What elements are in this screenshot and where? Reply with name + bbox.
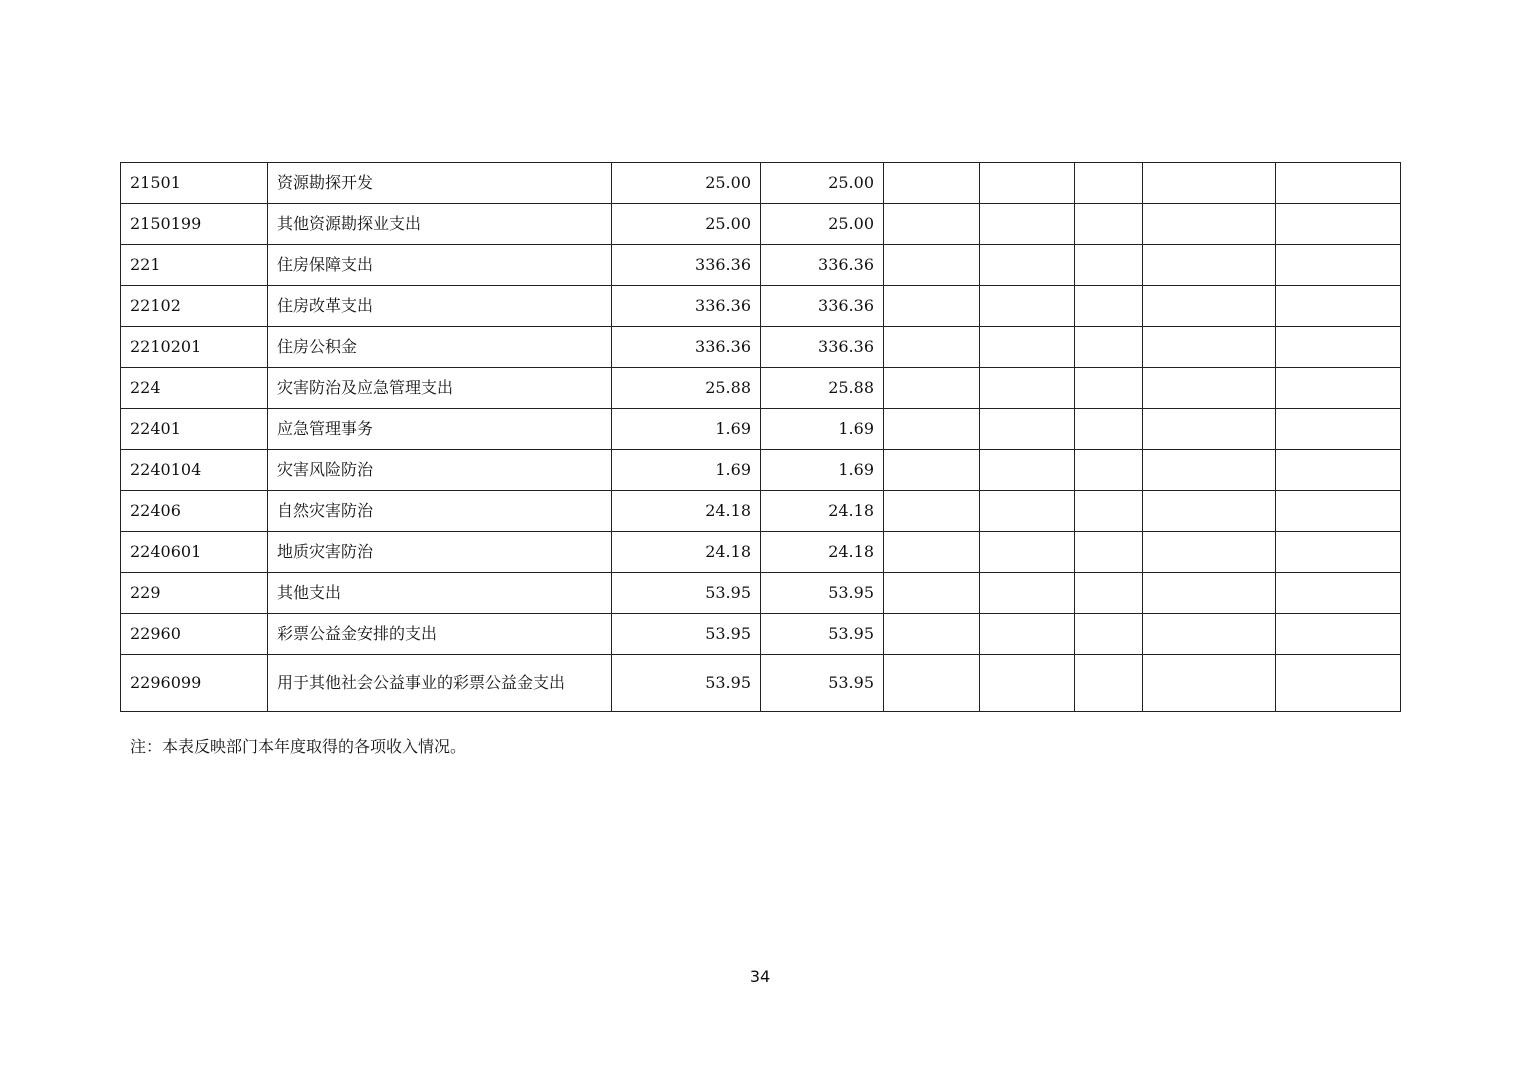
subject-code-cell: 229 xyxy=(121,573,268,614)
subject-code-cell: 21501 xyxy=(121,163,268,204)
subject-code-cell: 22401 xyxy=(121,409,268,450)
empty-cell xyxy=(1276,655,1401,712)
table-row xyxy=(121,450,1401,491)
subject-code-cell: 224 xyxy=(121,368,268,409)
subject-code-cell: 221 xyxy=(121,245,268,286)
total-cell: 25.00 xyxy=(612,204,761,245)
empty-cell xyxy=(1276,491,1401,532)
empty-cell xyxy=(1143,327,1276,368)
general-budget-cell: 336.36 xyxy=(761,327,884,368)
empty-cell xyxy=(1075,327,1143,368)
table-row xyxy=(121,327,1401,368)
total-cell: 24.18 xyxy=(612,532,761,573)
table-row xyxy=(121,368,1401,409)
subject-code-cell: 22102 xyxy=(121,286,268,327)
empty-cell xyxy=(884,204,980,245)
general-budget-cell: 24.18 xyxy=(761,491,884,532)
general-budget-cell: 336.36 xyxy=(761,286,884,327)
table-row xyxy=(121,573,1401,614)
empty-cell xyxy=(1075,655,1143,712)
subject-name-cell: 地质灾害防治 xyxy=(268,532,612,573)
empty-cell xyxy=(1276,163,1401,204)
empty-cell xyxy=(884,491,980,532)
page-number: 34 xyxy=(749,967,771,986)
empty-cell xyxy=(884,450,980,491)
empty-cell xyxy=(980,245,1075,286)
subject-code-cell: 2240601 xyxy=(121,532,268,573)
total-cell: 1.69 xyxy=(612,409,761,450)
table-note: 注：本表反映部门本年度取得的各项收入情况。 xyxy=(130,737,467,756)
empty-cell xyxy=(884,409,980,450)
empty-cell xyxy=(1075,245,1143,286)
subject-code-cell: 22960 xyxy=(121,614,268,655)
empty-cell xyxy=(1075,204,1143,245)
general-budget-cell: 53.95 xyxy=(761,655,884,712)
table-row xyxy=(121,409,1401,450)
income-table xyxy=(120,162,1401,712)
subject-code-cell: 2210201 xyxy=(121,327,268,368)
empty-cell xyxy=(1276,532,1401,573)
empty-cell xyxy=(1276,245,1401,286)
empty-cell xyxy=(980,327,1075,368)
subject-name-cell: 其他支出 xyxy=(268,573,612,614)
subject-code-cell: 2296099 xyxy=(121,655,268,712)
empty-cell xyxy=(1143,368,1276,409)
empty-cell xyxy=(1075,450,1143,491)
empty-cell xyxy=(884,532,980,573)
empty-cell xyxy=(1276,286,1401,327)
general-budget-cell: 1.69 xyxy=(761,409,884,450)
table-row xyxy=(121,614,1401,655)
empty-cell xyxy=(980,409,1075,450)
empty-cell xyxy=(980,163,1075,204)
general-budget-cell: 25.00 xyxy=(761,163,884,204)
table-row xyxy=(121,491,1401,532)
total-cell: 53.95 xyxy=(612,614,761,655)
empty-cell xyxy=(884,163,980,204)
general-budget-cell: 25.00 xyxy=(761,204,884,245)
empty-cell xyxy=(1276,409,1401,450)
total-cell: 1.69 xyxy=(612,450,761,491)
empty-cell xyxy=(1075,163,1143,204)
table-row xyxy=(121,655,1401,712)
empty-cell xyxy=(1276,368,1401,409)
empty-cell xyxy=(1143,450,1276,491)
total-cell: 336.36 xyxy=(612,327,761,368)
empty-cell xyxy=(1276,450,1401,491)
subject-name-cell: 资源勘探开发 xyxy=(268,163,612,204)
empty-cell xyxy=(1143,245,1276,286)
table-row xyxy=(121,532,1401,573)
empty-cell xyxy=(1143,532,1276,573)
empty-cell xyxy=(1143,614,1276,655)
empty-cell xyxy=(1276,327,1401,368)
general-budget-cell: 24.18 xyxy=(761,532,884,573)
empty-cell xyxy=(980,450,1075,491)
total-cell: 53.95 xyxy=(612,573,761,614)
empty-cell xyxy=(980,655,1075,712)
general-budget-cell: 336.36 xyxy=(761,245,884,286)
empty-cell xyxy=(884,245,980,286)
empty-cell xyxy=(980,368,1075,409)
empty-cell xyxy=(1143,286,1276,327)
subject-name-cell: 住房公积金 xyxy=(268,327,612,368)
empty-cell xyxy=(884,655,980,712)
subject-name-cell: 彩票公益金安排的支出 xyxy=(268,614,612,655)
general-budget-cell: 1.69 xyxy=(761,450,884,491)
general-budget-cell: 25.88 xyxy=(761,368,884,409)
empty-cell xyxy=(1075,532,1143,573)
empty-cell xyxy=(884,614,980,655)
empty-cell xyxy=(884,327,980,368)
empty-cell xyxy=(980,204,1075,245)
empty-cell xyxy=(1276,573,1401,614)
subject-name-cell: 用于其他社会公益事业的彩票公益金支出 xyxy=(268,655,612,712)
subject-name-cell: 住房保障支出 xyxy=(268,245,612,286)
empty-cell xyxy=(884,286,980,327)
subject-name-cell: 灾害防治及应急管理支出 xyxy=(268,368,612,409)
empty-cell xyxy=(980,573,1075,614)
general-budget-cell: 53.95 xyxy=(761,614,884,655)
subject-name-cell: 其他资源勘探业支出 xyxy=(268,204,612,245)
table-row xyxy=(121,245,1401,286)
total-cell: 25.00 xyxy=(612,163,761,204)
total-cell: 53.95 xyxy=(612,655,761,712)
table-body xyxy=(121,163,1401,712)
empty-cell xyxy=(1075,286,1143,327)
subject-code-cell: 2240104 xyxy=(121,450,268,491)
total-cell: 336.36 xyxy=(612,245,761,286)
empty-cell xyxy=(980,614,1075,655)
empty-cell xyxy=(884,573,980,614)
empty-cell xyxy=(1276,204,1401,245)
subject-code-cell: 22406 xyxy=(121,491,268,532)
empty-cell xyxy=(1276,614,1401,655)
empty-cell xyxy=(980,532,1075,573)
total-cell: 25.88 xyxy=(612,368,761,409)
subject-name-cell: 自然灾害防治 xyxy=(268,491,612,532)
empty-cell xyxy=(1143,655,1276,712)
empty-cell xyxy=(1075,573,1143,614)
empty-cell xyxy=(1143,491,1276,532)
table-row xyxy=(121,163,1401,204)
table-row xyxy=(121,204,1401,245)
empty-cell xyxy=(980,286,1075,327)
empty-cell xyxy=(980,491,1075,532)
empty-cell xyxy=(1143,204,1276,245)
total-cell: 336.36 xyxy=(612,286,761,327)
empty-cell xyxy=(884,368,980,409)
subject-code-cell: 2150199 xyxy=(121,204,268,245)
table-row xyxy=(121,286,1401,327)
subject-name-cell: 住房改革支出 xyxy=(268,286,612,327)
general-budget-cell: 53.95 xyxy=(761,573,884,614)
empty-cell xyxy=(1143,163,1276,204)
empty-cell xyxy=(1075,368,1143,409)
empty-cell xyxy=(1143,409,1276,450)
total-cell: 24.18 xyxy=(612,491,761,532)
empty-cell xyxy=(1143,573,1276,614)
subject-name-cell: 灾害风险防治 xyxy=(268,450,612,491)
empty-cell xyxy=(1075,409,1143,450)
subject-name-cell: 应急管理事务 xyxy=(268,409,612,450)
empty-cell xyxy=(1075,491,1143,532)
empty-cell xyxy=(1075,614,1143,655)
